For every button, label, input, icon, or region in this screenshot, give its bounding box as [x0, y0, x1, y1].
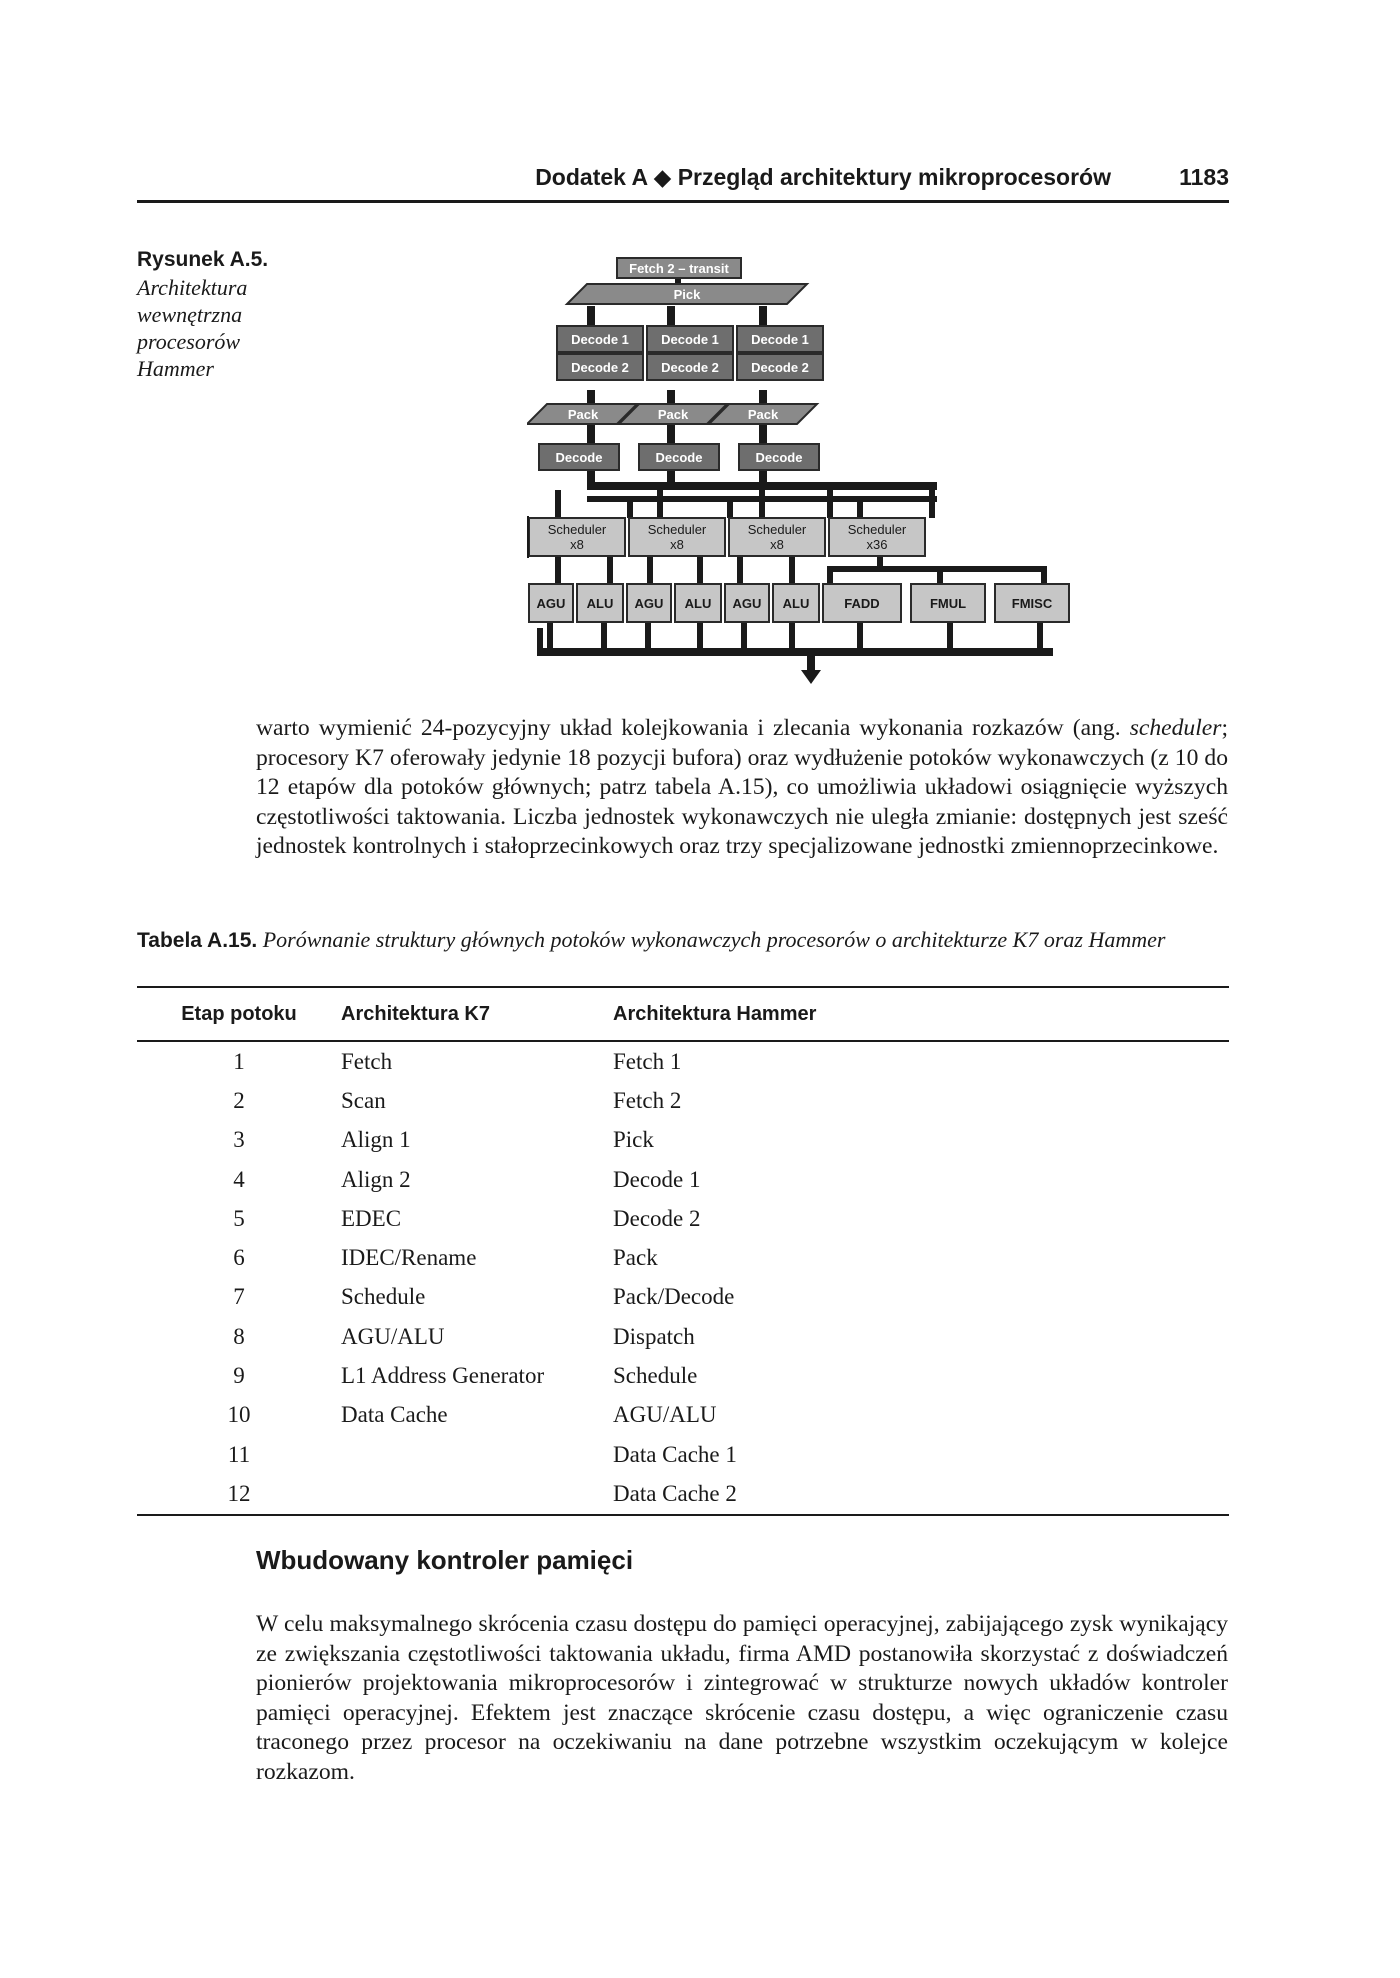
hammer-stage: Pick: [613, 1127, 654, 1153]
hammer-stage: Fetch 1: [613, 1048, 682, 1074]
k7-stage: [341, 1435, 613, 1474]
decode-label: Decode: [655, 450, 703, 465]
stage-number: 1: [233, 1048, 245, 1074]
hammer-stage: Decode 2: [613, 1205, 701, 1231]
figure-caption: [137, 248, 307, 382]
unit-label: FMISC: [1011, 596, 1053, 611]
decode2-label: Decode 2: [661, 360, 719, 375]
page-number: 1183: [1179, 164, 1229, 190]
hammer-stage: Pack: [613, 1245, 658, 1271]
stage-number: 2: [233, 1087, 245, 1113]
k7-stage: Scan: [341, 1087, 386, 1113]
pack-label: Pack: [747, 407, 779, 422]
scheduler-name: Scheduler: [547, 522, 607, 537]
table-row: [137, 1041, 1229, 1081]
column-header: Architektura Hammer: [613, 987, 1229, 1041]
table-row: [137, 1356, 1229, 1395]
table-label: Tabela A.15.: [137, 929, 258, 952]
scheduler-name: Scheduler: [647, 522, 707, 537]
table-caption-text: Porównanie struktury głównych potoków wykonawczych procesorów o architekturze K7 oraz Hammer: [262, 927, 1166, 952]
table-row: [137, 1121, 1229, 1160]
hammer-stage: Data Cache 2: [613, 1480, 737, 1506]
column-header: Architektura K7: [341, 987, 613, 1041]
table-header-row: [137, 987, 1229, 1041]
hammer-stage: Data Cache 1: [613, 1441, 737, 1467]
decode2-label: Decode 2: [571, 360, 629, 375]
table-row: [137, 1081, 1229, 1120]
table-row: [137, 1317, 1229, 1356]
stage-number: 12: [227, 1480, 251, 1506]
decode2-label: Decode 2: [751, 360, 809, 375]
k7-stage: Align 2: [341, 1166, 411, 1192]
stage-number: 9: [233, 1363, 245, 1389]
decode-label: Decode: [755, 450, 803, 465]
pack-label: Pack: [657, 407, 689, 422]
k7-stage: IDEC/Rename: [341, 1245, 477, 1271]
running-header: [137, 160, 1229, 203]
stage-number: 3: [233, 1127, 245, 1153]
k7-stage: L1 Address Generator: [341, 1363, 545, 1389]
unit-label: FMUL: [929, 596, 967, 611]
intro-paragraph: [256, 714, 1228, 862]
decode1-label: Decode 1: [751, 332, 809, 347]
figure-label: Rysunek A.5.: [137, 248, 269, 271]
decode1-label: Decode 1: [661, 332, 719, 347]
table-row: [137, 1474, 1229, 1514]
column-header: Etap potoku: [137, 987, 341, 1041]
hammer-stage: AGU/ALU: [613, 1402, 717, 1428]
table-row: [137, 1396, 1229, 1435]
unit-label: AGU: [732, 596, 762, 611]
hammer-stage: Schedule: [613, 1363, 698, 1389]
architecture-diagram: [527, 250, 1087, 690]
stage-number: 5: [233, 1205, 245, 1231]
scheduler-size: x36: [866, 537, 888, 552]
table-row: [137, 1160, 1229, 1199]
table-row: [137, 1435, 1229, 1474]
hammer-stage: Fetch 2: [613, 1087, 682, 1113]
hammer-stage: Decode 1: [613, 1166, 701, 1192]
intro-text-start: warto wymienić 24-pozycyjny układ kolejkowania i zlecania wykonania rozkazów (ang.: [256, 715, 1130, 741]
scheduler-size: x8: [770, 537, 784, 552]
figure-caption-text: Architektura wewnętrzna procesorów Hammer: [137, 275, 248, 381]
k7-stage: Data Cache: [341, 1402, 448, 1428]
stage-number: 7: [233, 1284, 245, 1310]
table-row: [137, 1199, 1229, 1238]
stage-number: 10: [227, 1402, 251, 1428]
table-caption: [137, 926, 1229, 954]
fetch-stage-label: Fetch 2 – transit: [629, 261, 729, 276]
running-header-title: Dodatek A ◆ Przegląd architektury mikroprocesorów: [535, 164, 1111, 190]
intro-text-end: ; procesory K7 oferowały jedynie 18 pozycji bufora) oraz wydłużenie potoków wykonawczych (z 10 do 12 etapów dla potoków głównych; patrz tabela A.15), co umożliwia układowi osiągnięcie wyższych częstotliwości taktowania. Liczba jednostek wykonawczych nie uległa zmianie: dostępnych jest sześć jednostek kontrolnych i stałoprzecinkowych oraz trzy specjalizowane jednostki zmiennoprzecinkowe.: [256, 715, 1228, 859]
decode1-label: Decode 1: [571, 332, 629, 347]
unit-label: FADD: [844, 596, 880, 611]
unit-label: AGU: [634, 596, 664, 611]
decode-label: Decode: [555, 450, 603, 465]
stage-number: 6: [233, 1245, 245, 1271]
unit-label: ALU: [782, 596, 810, 611]
pack-label: Pack: [567, 407, 599, 422]
intro-italic-term: scheduler: [1129, 715, 1222, 741]
scheduler-name: Scheduler: [847, 522, 907, 537]
scheduler-size: x8: [670, 537, 684, 552]
k7-stage: EDEC: [341, 1205, 402, 1231]
body-paragraph: W celu maksymalnego skrócenia czasu dostępu do pamięci operacyjnej, zabijającego zysk wynikający ze zwiększania częstotliwości taktowania układu, firma AMD postanowiła skorzystać z doświadczeń pionierów projektowania mikroprocesorów i zintegrować w strukturze nowych układów kontroler pamięci operacyjnej. Efektem jest znaczące skrócenie czasu dostępu, a więc ograniczenie czasu traconego przez procesor na oczekiwaniu na dane potrzebne wszystkim oczekującym w kolejce rozkazom.: [256, 1611, 1228, 1785]
stage-number: 8: [233, 1323, 245, 1349]
hammer-stage: Dispatch: [613, 1323, 695, 1349]
table-row: [137, 1278, 1229, 1317]
k7-stage: AGU/ALU: [341, 1323, 445, 1349]
pipeline-comparison-table: [137, 986, 1229, 1516]
section-heading: Wbudowany kontroler pamięci: [256, 1545, 634, 1575]
hammer-stage: Pack/Decode: [613, 1284, 735, 1310]
k7-stage: Align 1: [341, 1127, 411, 1153]
pick-stage-label: Pick: [673, 287, 701, 302]
unit-label: ALU: [684, 596, 712, 611]
k7-stage: Schedule: [341, 1284, 426, 1310]
stage-number: 11: [227, 1441, 251, 1467]
stage-number: 4: [233, 1166, 245, 1192]
unit-label: ALU: [586, 596, 614, 611]
k7-stage: Fetch: [341, 1048, 393, 1074]
table-row: [137, 1238, 1229, 1277]
scheduler-size: x8: [570, 537, 584, 552]
scheduler-name: Scheduler: [747, 522, 807, 537]
unit-label: AGU: [536, 596, 566, 611]
k7-stage: [341, 1474, 613, 1514]
